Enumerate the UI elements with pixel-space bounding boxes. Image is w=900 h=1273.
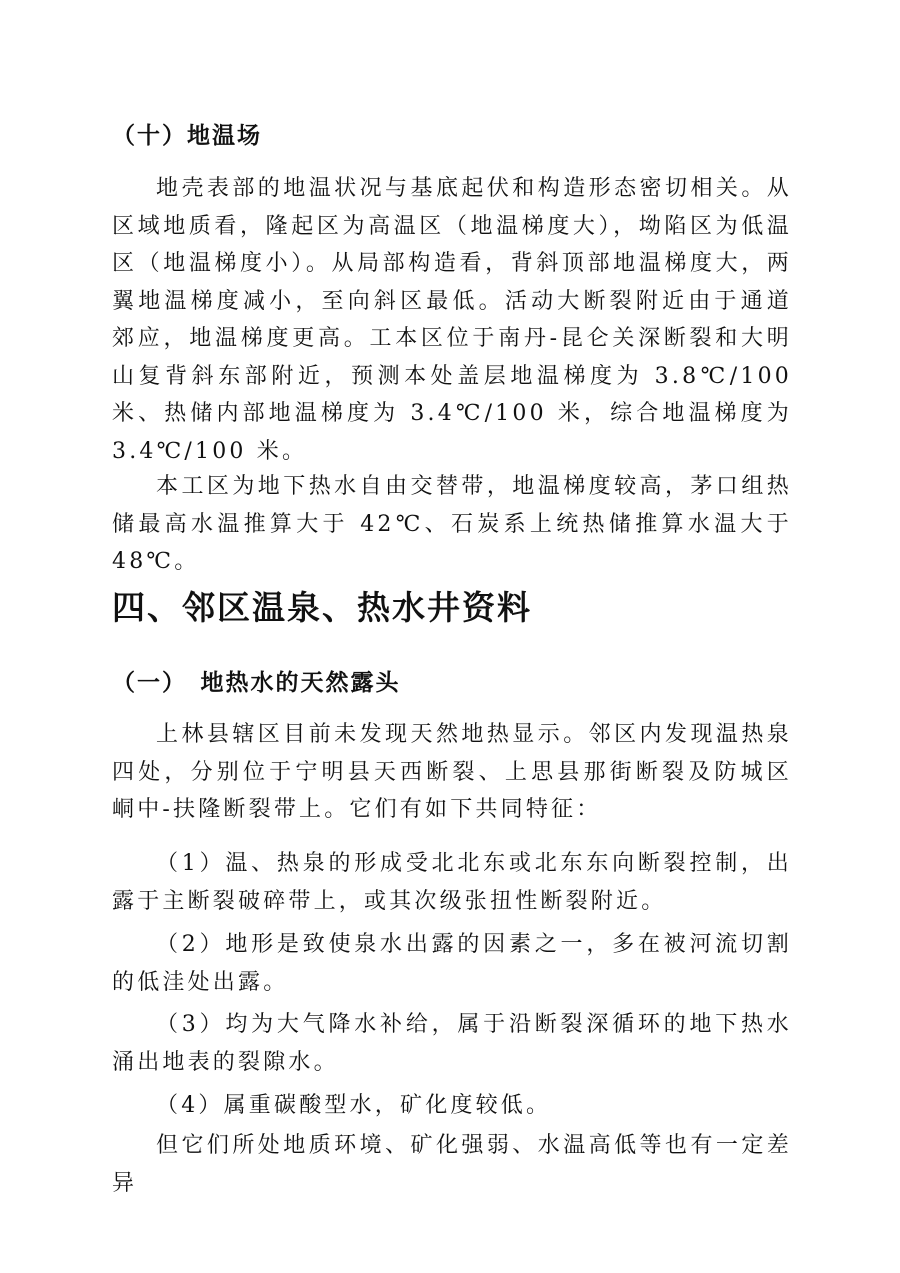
paragraph-geothermal-status: 地壳表部的地温状况与基底起伏和构造形态密切相关。从区域地质看，隆起区为高温区（地温梯度大），坳陷区为低温区（地温梯度小）。从局部构造看，背斜顶部地温梯度大，两翼地温梯度减小，至向斜区最低。活动大断裂附近由于通道郊应，地温梯度更高。工本区位于南丹-昆仑关深断裂和大明山复背斜东部附近，预测本处盖层地温梯度为 3.8℃/100 米、热储内部地温梯度为 3.4℃/100 米，综合地温梯度为 3.4℃/100 米。 — [112, 176, 792, 464]
list-item-feature-2: （2）地形是致使泉水出露的因素之一，多在被河流切割的低洼处出露。 — [112, 932, 792, 995]
chapter-heading-hot-springs: 四、邻区温泉、热水井资料 — [112, 588, 532, 627]
paragraph-shanglin-overview: 上林县辖区目前未发现天然地热显示。邻区内发现温热泉四处，分别位于宁明县天西断裂、上思县那街断裂及防城区峒中-扶隆断裂带上。它们有如下共同特征： — [112, 722, 792, 822]
list-item-feature-3: （3）均为大气降水补给，属于沿断裂深循环的地下热水涌出地表的裂隙水。 — [112, 1012, 792, 1075]
list-item-feature-1: （1）温、热泉的形成受北北东或北东东向断裂控制，出露于主断裂破碎带上，或其次级张扭性断裂附近。 — [112, 851, 792, 914]
section-heading-geothermal-field: （十）地温场 — [112, 123, 262, 149]
list-item-feature-4: （4）属重碳酸型水，矿化度较低。 — [156, 1093, 552, 1118]
subsection-heading-natural-outcrops: （一） 地热水的天然露头 — [112, 670, 401, 696]
paragraph-water-temperature: 本工区为地下热水自由交替带，地温梯度较高，茅口组热储最高水温推算大于 42℃、石炭系上统热储推算水温大于 48℃。 — [112, 474, 792, 574]
paragraph-differences: 但它们所处地质环境、矿化强弱、水温高低等也有一定差异 — [112, 1133, 792, 1196]
